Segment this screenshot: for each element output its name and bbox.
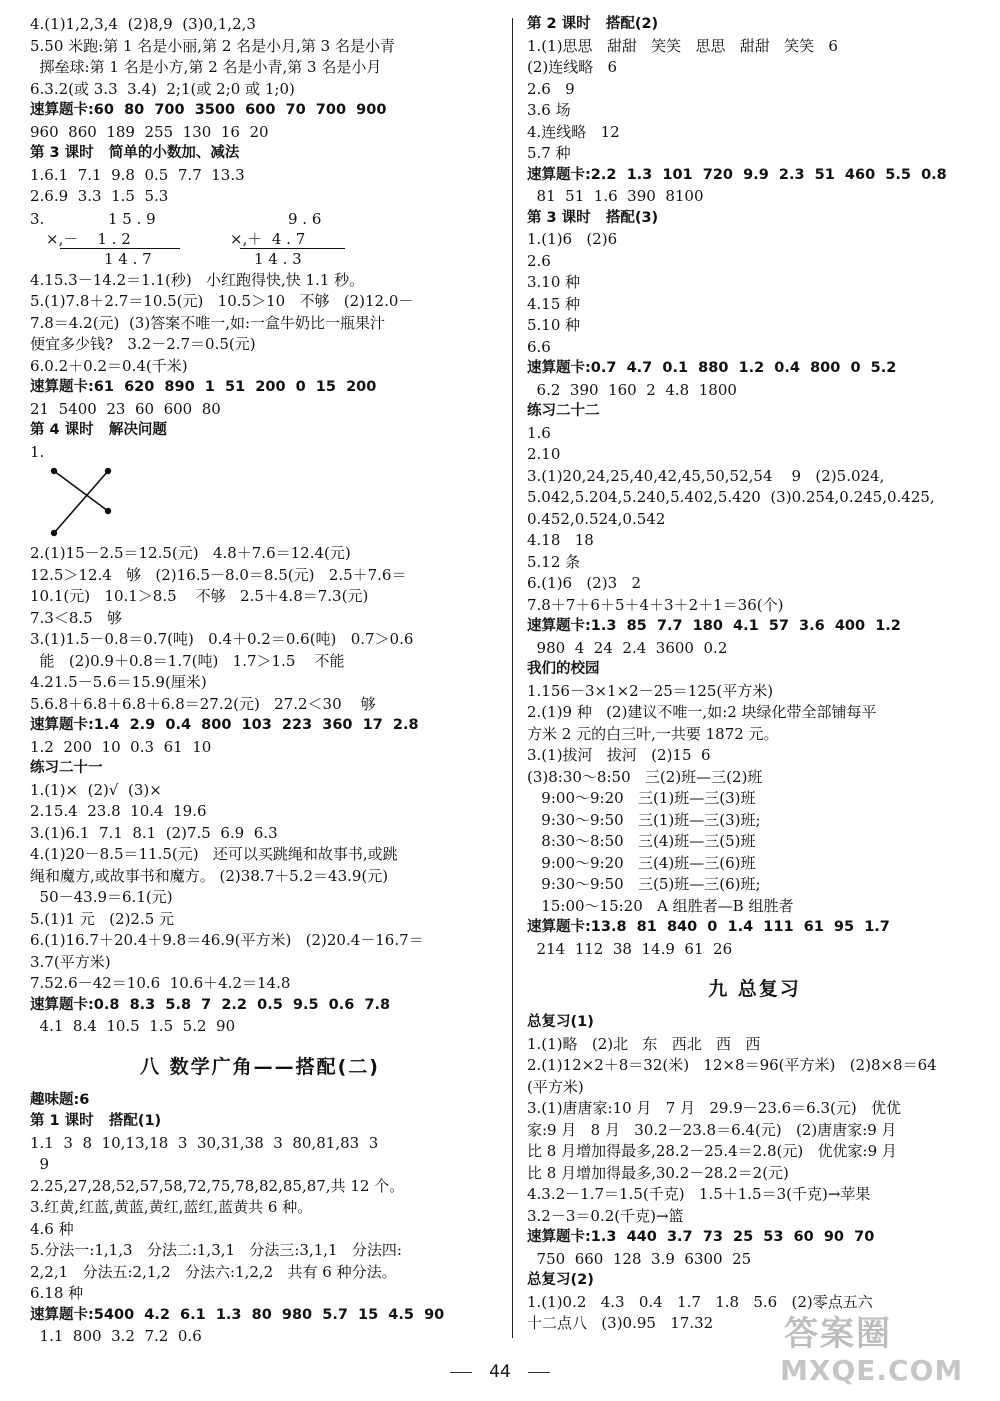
heading-line: 第 3 课时 搭配(3) <box>527 209 659 226</box>
answer-line: 3.(1)唐唐家:10 月 7 月 29.9－23.6＝6.3(元) 优优 <box>527 1099 902 1117</box>
answer-line: 2.(1)9 种 (2)建议不唯一,如:2 块绿化带全部铺每平 <box>527 703 877 721</box>
answer-line: 5.042,5.204,5.240,5.402,5.420 (3)0.254,0.245,0.425, <box>527 488 935 506</box>
answer-line: 81 51 1.6 390 8100 <box>527 187 704 205</box>
heading-line: 速算题卡:1.3 85 7.7 180 4.1 57 3.6 400 1.2 <box>527 618 901 634</box>
answer-line: 12.5＞12.4 够 (2)16.5－8.0＝8.5(元) 2.5＋7.6＝ <box>30 565 407 584</box>
heading-line: 速算题卡:61 620 890 1 51 200 0 15 200 <box>30 379 377 395</box>
answer-line: 3.红黄,红蓝,黄蓝,黄红,蓝红,蓝黄共 6 种。 <box>30 1198 313 1216</box>
cross-lines-diagram <box>40 463 120 539</box>
answer-line: 4.6 种 <box>30 1219 74 1238</box>
answer-line: 6.6 <box>527 337 551 356</box>
answer-line: 5.50 米跑:第 1 名是小丽,第 2 名是小月,第 3 名是小青 <box>30 36 395 55</box>
heading-line: 速算题卡:5400 4.2 6.1 1.3 80 980 5.7 15 4.5 90 <box>30 1306 445 1323</box>
calc-a-top: 1 5 . 9 <box>108 209 156 228</box>
answer-line: 6.(1)6 (2)3 2 <box>527 574 642 592</box>
heading-line: 总复习(1) <box>527 1014 594 1030</box>
answer-line: 960 860 189 255 130 16 20 <box>30 122 269 141</box>
answer-line: 1.6.1 7.1 9.8 0.5 7.7 13.3 <box>30 165 245 184</box>
section-title-eight: 八 数学广角——搭配(二) <box>140 1055 380 1078</box>
answer-line: 比 8 月增加得最多,28.2－25.4＝2.8(元) 优优家:9 月 <box>527 1142 897 1160</box>
heading-line: 速算题卡:0.8 8.3 5.8 7 2.2 0.5 9.5 0.6 7.8 <box>30 996 391 1013</box>
calc-b-result: 1 4 . 3 <box>254 249 302 268</box>
calc-a-result: 1 4 . 7 <box>104 249 152 268</box>
answer-line: 1.1 3 8 10,13,18 3 30,31,38 3 80,81,83 3 <box>30 1133 379 1152</box>
answer-line: 绳和魔方,或故事书和魔方。 (2)38.7＋5.2＝43.9(元) <box>30 866 389 885</box>
calc-b-mid: ×,＋ 4 . 7 <box>230 229 306 248</box>
left-lower-block <box>30 543 490 1038</box>
answer-line: 比 8 月增加得最多,30.2－28.2＝2(元) <box>527 1163 789 1182</box>
answer-line: 3.(1)1.5－0.8＝0.7(吨) 0.4＋0.2＝0.6(吨) 0.7＞0.6 <box>30 630 414 648</box>
answer-line: 9:00～9:20 三(1)班—三(3)班 <box>527 789 756 807</box>
answer-line: 7.8＋7＋6＋5＋4＋3＋2＋1＝36(个) <box>527 595 784 614</box>
heading-line: 速算题卡:2.2 1.3 101 720 9.9 2.3 51 460 5.5 0.8 <box>527 166 947 183</box>
answer-line: 2.25,27,28,52,57,58,72,75,78,82,85,87,共 12 个。 <box>30 1176 405 1195</box>
answer-line: 15:00～15:20 A 组胜者—B 组胜者 <box>527 896 794 915</box>
answer-line: 5.(1)1 元 (2)2.5 元 <box>30 909 175 928</box>
answer-line: 家:9 月 8 月 30.2－23.8＝6.4(元) (2)唐唐家:9 月 <box>527 1120 897 1139</box>
heading-line: 第 2 课时 搭配(2) <box>527 16 659 32</box>
heading-line: 速算题卡:60 80 700 3500 600 70 700 900 <box>30 102 387 118</box>
answer-line: 3.6 场 <box>527 101 571 119</box>
answer-line: 4.21.5－5.6＝15.9(厘米) <box>30 673 207 691</box>
answer-line: 9:30～9:50 三(1)班—三(3)班; <box>527 810 761 829</box>
answer-line: 3.(1)6.1 7.1 8.1 (2)7.5 6.9 6.3 <box>30 823 278 842</box>
calc-a-mid: ×,－ 1 . 2 <box>46 229 131 248</box>
answer-line: 10.1(元) 10.1＞8.5 不够 2.5＋4.8＝7.3(元) <box>30 587 369 605</box>
heading-line: 速算题卡:13.8 81 840 0 1.4 111 61 95 1.7 <box>527 919 890 935</box>
calc-number: 3. <box>30 209 45 228</box>
answer-line: 9 <box>30 1155 50 1173</box>
answer-line: 5.12 条 <box>527 552 581 571</box>
answer-line: 2.(1)12×2＋8＝32(米) 12×8＝96(平方米) (2)8×8＝64 <box>527 1056 937 1074</box>
answer-line: 7.52.6－42＝10.6 10.6＋4.2＝14.8 <box>30 974 291 992</box>
answer-line: 3.7(平方米) <box>30 952 111 971</box>
answer-line: 2.(1)15－2.5＝12.5(元) 4.8＋7.6＝12.4(元) <box>30 544 351 562</box>
heading-line: 速算题卡:1.3 440 3.7 73 25 53 60 90 70 <box>527 1229 875 1245</box>
answer-line: 1.156－3×1×2－25＝125(平方米) <box>527 681 774 700</box>
answer-line: 750 660 128 3.9 6300 25 <box>527 1249 752 1268</box>
answer-line: 1.(1)6 (2)6 <box>527 230 618 248</box>
answer-line: 5.6.8＋6.8＋6.8＋6.8＝27.2(元) 27.2＜30 够 <box>30 694 376 713</box>
answer-line: 1.2 200 10 0.3 61 10 <box>30 737 212 756</box>
answer-line: 6.3.2(或 3.3 3.4) 2;1(或 2;0 或 1;0) <box>30 79 295 98</box>
footer-dash-left <box>450 1372 472 1373</box>
answer-line: 4.(1)20－8.5＝11.5(元) 还可以买跳绳和故事书,或跳 <box>30 845 398 863</box>
section-title-nine: 九 总复习 <box>708 978 801 1000</box>
answer-line: 7.8＝4.2(元) (3)答案不唯一,如:一盒牛奶比一瓶果汁 <box>30 313 386 332</box>
answer-line: 2.6 <box>527 251 551 270</box>
heading-line: 第 1 课时 搭配(1) <box>30 1113 162 1129</box>
left-top-block <box>30 14 490 208</box>
answer-line: 1.(1)略 (2)北 东 西北 西 西 <box>527 1034 761 1053</box>
answer-line: 6.2 390 160 2 4.8 1800 <box>527 380 737 399</box>
right-bottom-block <box>527 1012 982 1335</box>
footer-dash-right <box>528 1372 550 1373</box>
answer-line: 5.10 种 <box>527 316 581 334</box>
answer-line: 5.7 种 <box>527 144 571 162</box>
right-top-block <box>527 14 982 960</box>
heading-line: 练习二十一 <box>30 760 103 776</box>
answer-line: 5.分法一:1,1,3 分法二:1,3,1 分法三:3,1,1 分法四: <box>30 1241 402 1259</box>
answer-line: 6.18 种 <box>30 1284 84 1302</box>
heading-line: 第 4 课时 解决问题 <box>30 422 167 438</box>
answer-line: 便宜多少钱? 3.2－2.7＝0.5(元) <box>30 335 256 353</box>
heading-line: 我们的校园 <box>527 661 600 677</box>
heading-line: 速算题卡:0.7 4.7 0.1 880 1.2 0.4 800 0 5.2 <box>527 360 897 376</box>
calc-b-bar <box>240 248 345 249</box>
answer-line: 6.0.2＋0.2＝0.4(千米) <box>30 356 188 375</box>
answer-line: 4.(1)1,2,3,4 (2)8,9 (3)0,1,2,3 <box>30 15 256 33</box>
watermark-url: MXQE.COM <box>780 1354 964 1387</box>
heading-line: 第 3 课时 简单的小数加、减法 <box>30 145 240 161</box>
heading-line: 总复习(2) <box>527 1272 594 1288</box>
heading-line: 速算题卡:1.4 2.9 0.4 800 103 223 360 17 2.8 <box>30 717 419 733</box>
answer-line: 2.15.4 23.8 10.4 19.6 <box>30 802 207 820</box>
answer-line: 0.452,0.524,0.542 <box>527 509 666 528</box>
answer-line: 3.(1)拔河 拔河 (2)15 6 <box>527 746 711 764</box>
calc-a-bar <box>60 248 180 249</box>
answer-line: 9:00～9:20 三(4)班—三(6)班 <box>527 853 756 872</box>
answer-line: 能 (2)0.9＋0.8＝1.7(吨) 1.7＞1.5 不能 <box>30 651 345 670</box>
answer-line: 1.(1)0.2 4.3 0.4 1.7 1.8 5.6 (2)零点五六 <box>527 1292 873 1311</box>
heading-line: 趣味题:6 <box>30 1091 90 1108</box>
left-mid-block <box>30 270 490 464</box>
answer-line: 4.1 8.4 10.5 1.5 5.2 90 <box>30 1017 236 1035</box>
watermark-logo: 答案圈 <box>784 1314 892 1354</box>
right-column <box>527 14 982 1335</box>
answer-line: 十二点八 (3)0.95 17.32 <box>527 1314 714 1332</box>
answer-line: 2,2,1 分法五:2,1,2 分法六:1,2,2 共有 6 种分法。 <box>30 1262 397 1281</box>
answer-line: (3)8:30～8:50 三(2)班—三(2)班 <box>527 767 763 786</box>
answer-line: 8:30～8:50 三(4)班—三(5)班 <box>527 832 756 850</box>
answer-line: 1.(1)思思 甜甜 笑笑 思思 甜甜 笑笑 6 <box>527 36 838 55</box>
answer-line: 2.10 <box>527 445 561 463</box>
answer-line: 方米 2 元的白三叶,一共要 1872 元。 <box>527 724 779 743</box>
answer-line: 50－43.9＝6.1(元) <box>30 888 173 906</box>
answer-line: 4.15.3－14.2＝1.1(秒) 小红跑得快,快 1.1 秒。 <box>30 270 365 289</box>
answer-line: (2)连线略 6 <box>527 58 618 76</box>
answer-line: 2.6.9 3.3 1.5 5.3 <box>30 187 169 205</box>
heading-line: 练习二十二 <box>527 403 600 419</box>
answer-line: 5.(1)7.8＋2.7＝10.5(元) 10.5＞10 不够 (2)12.0－ <box>30 292 414 310</box>
answer-line: 1. <box>30 442 45 461</box>
answer-line: 1.1 800 3.2 7.2 0.6 <box>30 1327 202 1345</box>
answer-line: (平方米) <box>527 1077 584 1096</box>
answer-line: 3.(1)20,24,25,40,42,45,50,52,54 9 (2)5.024, <box>527 466 885 485</box>
matching-diagram <box>30 463 490 543</box>
answer-line: 6.(1)16.7＋20.4＋9.8＝46.9(平方米) (2)20.4－16.7＝ <box>30 931 424 949</box>
answer-line: 3.2－3＝0.2(千克)→篮 <box>527 1206 684 1225</box>
answer-line: 2.6 9 <box>527 79 575 98</box>
answer-line: 3.10 种 <box>527 273 581 291</box>
answer-line: 21 5400 23 60 600 80 <box>30 399 221 418</box>
answer-line: 7.3＜8.5 够 <box>30 608 123 627</box>
answer-line: 980 4 24 2.4 3600 0.2 <box>527 638 728 657</box>
answer-line: 4.18 18 <box>527 531 594 549</box>
answer-line: 214 112 38 14.9 61 26 <box>527 939 733 958</box>
answer-line: 1.(1)× (2)√ (3)× <box>30 780 162 799</box>
answer-line: 1.6 <box>527 423 551 442</box>
watermark <box>776 1302 976 1392</box>
left-column <box>30 14 490 1348</box>
answer-line: 9:30～9:50 三(5)班—三(6)班; <box>527 875 761 893</box>
answer-line: 4.连线略 12 <box>527 122 620 141</box>
calc-b-top: 9 . 6 <box>288 209 322 228</box>
column-divider <box>512 18 513 1338</box>
answer-line: 掷垒球:第 1 名是小方,第 2 名是小青,第 3 名是小月 <box>30 58 382 76</box>
answer-line: 4.15 种 <box>527 294 581 313</box>
left-bottom-block <box>30 1090 490 1348</box>
page-number: 44 <box>489 1362 511 1382</box>
answer-line: 4.3.2－1.7＝1.5(千克) 1.5＋1.5＝3(千克)→苹果 <box>527 1185 871 1203</box>
vertical-calculation <box>30 208 490 270</box>
